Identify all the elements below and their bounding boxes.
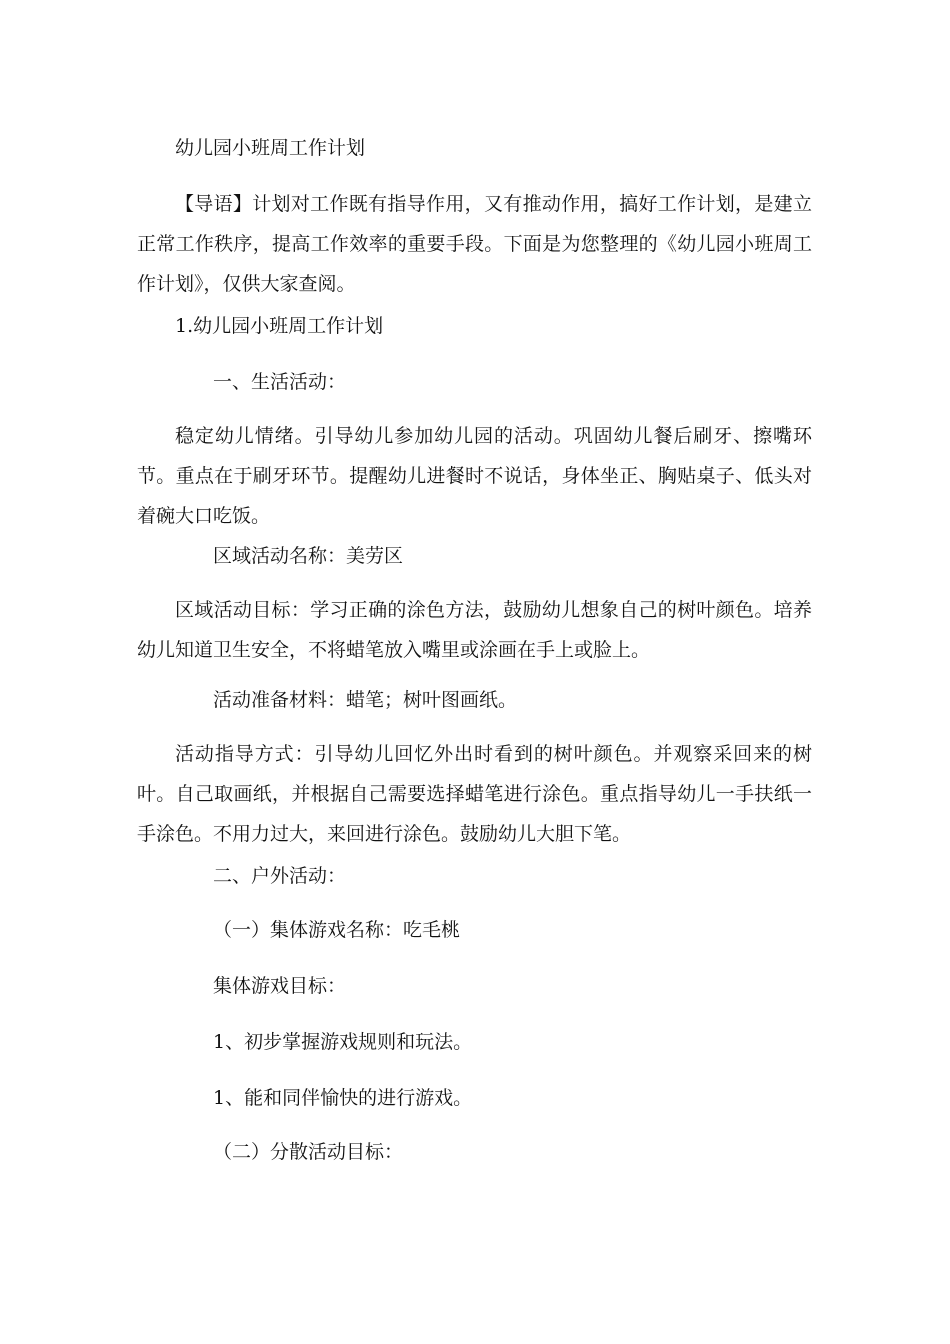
- goal-item-1: 1、初步掌握游戏规则和玩法。: [213, 1031, 473, 1053]
- scatter-activity-heading: （二）分散活动目标：: [213, 1141, 404, 1163]
- outdoor-activity-heading: 二、户外活动：: [213, 865, 347, 887]
- life-activity-text: 稳定幼儿情绪。引导幼儿参加幼儿园的活动。巩固幼儿餐后刷牙、擦嘴环节。重点在于刷牙环节。提醒幼儿进餐时不说话，身体坐正、胸贴桌子、低头对着碗大口吃饭。: [137, 425, 812, 527]
- intro-paragraph: 【导语】计划对工作既有指导作用，又有推动作用，搞好工作计划，是建立正常工作秩序，提高工作效率的重要手段。下面是为您整理的《幼儿园小班周工作计划》，仅供大家查阅。: [137, 193, 812, 295]
- area-activity-goal: 区域活动目标：学习正确的涂色方法，鼓励幼儿想象自己的树叶颜色。培养幼儿知道卫生安全，不将蜡笔放入嘴里或涂画在手上或脸上。: [137, 599, 812, 661]
- group-game-goal-heading: 集体游戏目标：: [213, 975, 347, 997]
- document-title: 幼儿园小班周工作计划: [175, 137, 366, 159]
- activity-guidance: 活动指导方式：引导幼儿回忆外出时看到的树叶颜色。并观察采回来的树叶。自己取画纸，并根据自己需要选择蜡笔进行涂色。重点指导幼儿一手扶纸一手涂色。不用力过大，来回进行涂色。鼓励幼儿大胆下笔。: [137, 743, 812, 845]
- goal-item-2: 1、能和同伴愉快的进行游戏。: [213, 1087, 473, 1109]
- section-title: 1.幼儿园小班周工作计划: [175, 315, 384, 337]
- area-activity-name: 区域活动名称：美劳区: [213, 545, 404, 567]
- activity-materials: 活动准备材料：蜡笔；树叶图画纸。: [213, 689, 518, 711]
- group-game-name: （一）集体游戏名称：吃毛桃: [213, 919, 461, 941]
- life-activity-heading: 一、生活活动：: [213, 371, 347, 393]
